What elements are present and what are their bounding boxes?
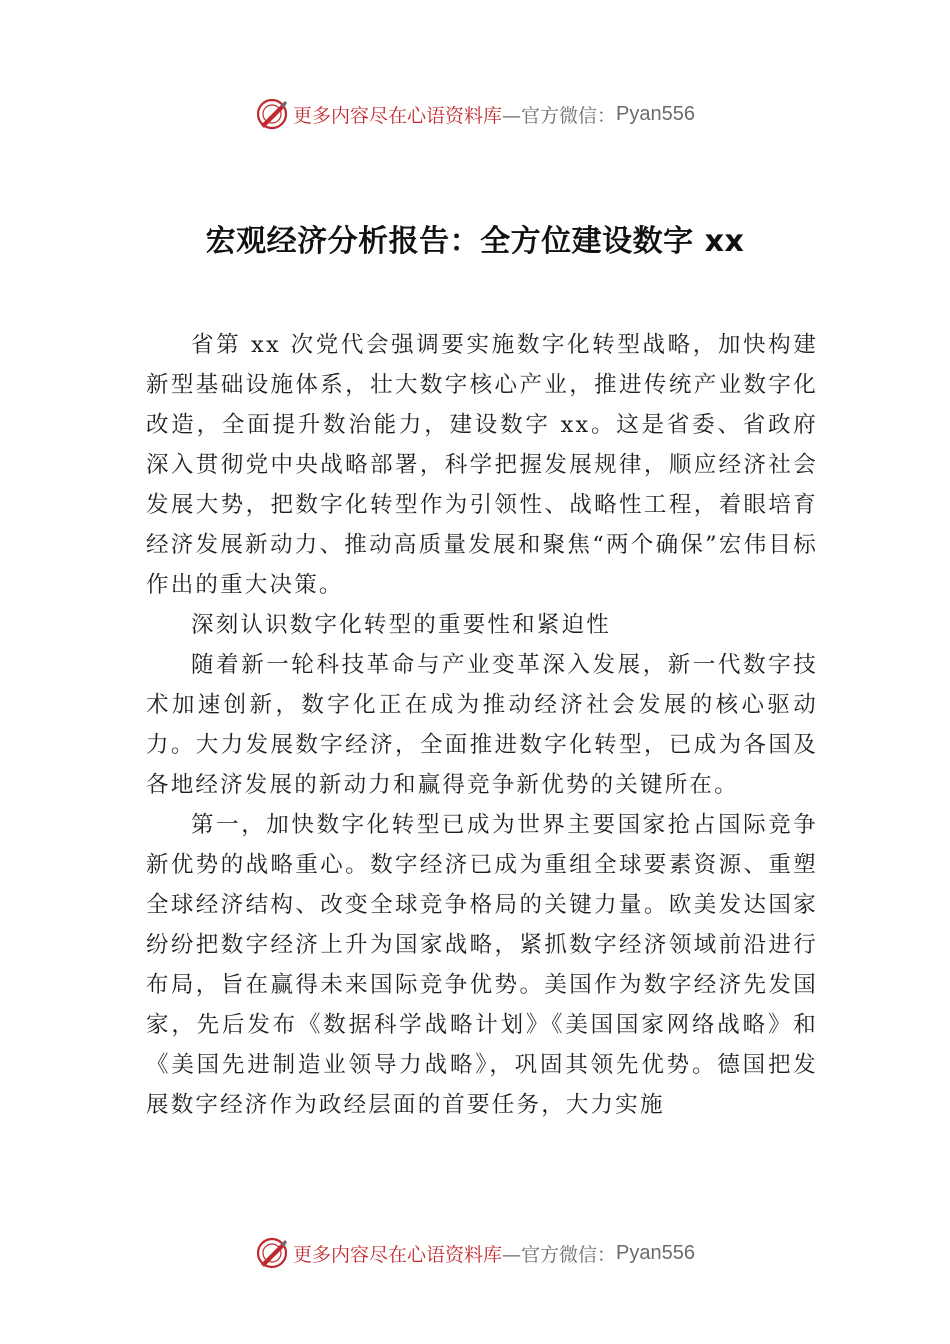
footer-banner: [0, 1233, 950, 1273]
banner-wechat-label: —官方微信：: [502, 1243, 617, 1266]
pen-seal-logo-icon: [255, 97, 289, 131]
paragraph-context: 随着新一轮科技革命与产业变革深入发展，新一代数字技术加速创新，数字化正在成为推动经济社会发展的核心驱动力。大力发展数字经济，全面推进数字化转型，已成为各国及各地经济发展的新动力和赢得竞争新优势的关键所在。: [146, 652, 818, 798]
header-banner: [0, 94, 950, 134]
document-title: 宏观经济分析报告：全方位建设数字 xx: [205, 224, 745, 259]
paragraph-intro: 省第 xx 次党代会强调要实施数字化转型战略，加快构建新型基础设施体系，壮大数字核心产业，推进传统产业数字化改造，全面提升数治能力，建设数字 xx。这是省委、省政府深入贯彻党中央战略部署，科学把握发展规律，顺应经济社会发展大势，把数字化转型作为引领性、战略性工程，着眼培育经济发展新动力、推动高质量发展和聚焦“两个确保”宏伟目标作出的重大决策。: [146, 332, 818, 598]
paragraph-first-point: 第一，加快数字化转型已成为世界主要国家抢占国际竞争新优势的战略重心。数字经济已成为重组全球要素资源、重塑全球经济结构、改变全球竞争格局的关键力量。欧美发达国家纷纷把数字经济上升为国家战略，紧抓数字经济领域前沿进行布局，旨在赢得未来国际竞争优势。美国作为数字经济先发国家，先后发布《数据科学战略计划》《美国国家网络战略》和《美国先进制造业领导力战略》，巩固其领先优势。德国把发展数字经济作为政经层面的首要任务，大力实施: [146, 812, 818, 1118]
pen-seal-logo-icon: [255, 1236, 289, 1270]
banner-wechat-label: —官方微信：: [502, 104, 617, 127]
banner-wechat-id: Pyan556: [616, 102, 695, 125]
section-heading: 深刻认识数字化转型的重要性和紧迫性: [191, 612, 611, 638]
banner-wechat-id: Pyan556: [616, 1241, 695, 1264]
document-body: [146, 325, 818, 1125]
banner-promo-text: 更多内容尽在心语资料库: [293, 1243, 503, 1266]
banner-promo-text: 更多内容尽在心语资料库: [293, 104, 503, 127]
